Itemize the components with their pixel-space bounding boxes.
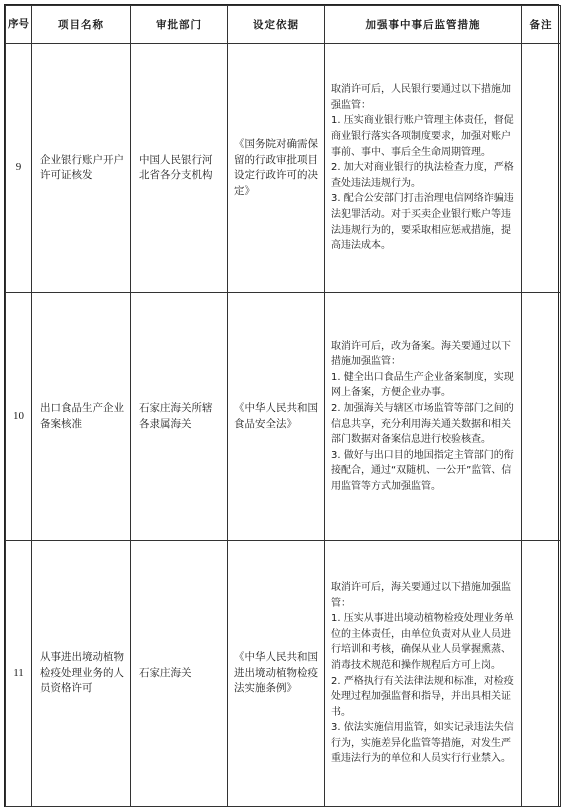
- row-item-name: 从事进出境动植物检疫处理业务的人员资格许可: [32, 541, 131, 807]
- regulatory-items-table: [5, 5, 561, 807]
- row-remarks: [522, 541, 561, 807]
- measures-item: 1. 压实商业银行账户管理主体责任，督促商业银行落实各项制度要求，加强对账户事前、事中、事后全生命周期管理。: [331, 115, 514, 158]
- header-legal-basis: 设定依据: [228, 6, 325, 44]
- header-serial-number: 序号: [6, 6, 32, 44]
- table-header-row: [6, 6, 561, 44]
- row-legal-basis: 《国务院对确需保留的行政审批项目设定行政许可的决定》: [228, 44, 325, 293]
- row-approval-department: 石家庄海关所辖各隶属海关: [131, 293, 228, 541]
- measures-item: 2. 严格执行有关法律法规和标准，对检疫处理过程加强监督和指导，并出具相关证书。: [331, 675, 514, 718]
- row-supervision-measures: [325, 541, 522, 807]
- row-remarks: [522, 44, 561, 293]
- measures-item: 2. 加强海关与辖区市场监管等部门之间的信息共享，充分利用海关通关数据和相关部门数据对备案信息进行校验核查。: [331, 402, 514, 446]
- row-approval-department: 石家庄海关: [131, 541, 228, 807]
- measures-item: 1. 压实从事进出境动植物检疫处理业务单位的主体责任，由单位负责对从业人员进行培训和考核，确保从业人员掌握熏蒸、消毒技术规范和操作规程后方可上岗。: [331, 613, 514, 671]
- table-row: [6, 541, 561, 807]
- header-approval-department: 审批部门: [131, 6, 228, 44]
- document-table-container: [4, 4, 559, 807]
- row-supervision-measures: [325, 293, 522, 541]
- header-remarks: 备注: [522, 6, 561, 44]
- row-item-name: 出口食品生产企业备案核准: [32, 293, 131, 541]
- row-legal-basis: 《中华人民共和国食品安全法》: [228, 293, 325, 541]
- measures-item: 3. 做好与出口目的地国指定主管部门的衔接配合，通过“双随机、一公开”监管、信用监管等方式加强监管。: [331, 449, 514, 492]
- measures-item: 2. 加大对商业银行的执法检查力度，严格查处违法违规行为。: [331, 162, 514, 189]
- row-serial-number: 11: [6, 541, 32, 807]
- table-row: [6, 44, 561, 293]
- row-serial-number: 10: [6, 293, 32, 541]
- row-serial-number: 9: [6, 44, 32, 293]
- row-legal-basis: 《中华人民共和国进出境动植物检疫法实施条例》: [228, 541, 325, 807]
- header-supervision-measures: 加强事中事后监管措施: [325, 6, 522, 44]
- table-row: [6, 293, 561, 541]
- measures-intro: 取消许可后，海关要通过以下措施加强监管：: [331, 581, 511, 609]
- measures-intro: 取消许可后，改为备案。海关要通过以下措施加强监管：: [331, 340, 511, 368]
- row-remarks: [522, 293, 561, 541]
- measures-item: 1. 健全出口食品生产企业备案制度，实现网上备案，方便企业办事。: [331, 371, 514, 399]
- row-approval-department: 中国人民银行河北省各分支机构: [131, 44, 228, 293]
- measures-item: 3. 依法实施信用监管，如实记录违法失信行为，实施差异化监管等措施，对发生严重违法行为的单位和人员实行行业禁入。: [331, 722, 514, 765]
- measures-item: 3. 配合公安部门打击治理电信网络诈骗违法犯罪活动。对于买卖企业银行账户等违法违规行为的，要采取相应惩戒措施，提高违法成本。: [331, 193, 514, 252]
- measures-intro: 取消许可后，人民银行要通过以下措施加强监管：: [331, 84, 511, 111]
- header-item-name: 项目名称: [32, 6, 131, 44]
- row-item-name: 企业银行账户开户许可证核发: [32, 44, 131, 293]
- row-supervision-measures: [325, 44, 522, 293]
